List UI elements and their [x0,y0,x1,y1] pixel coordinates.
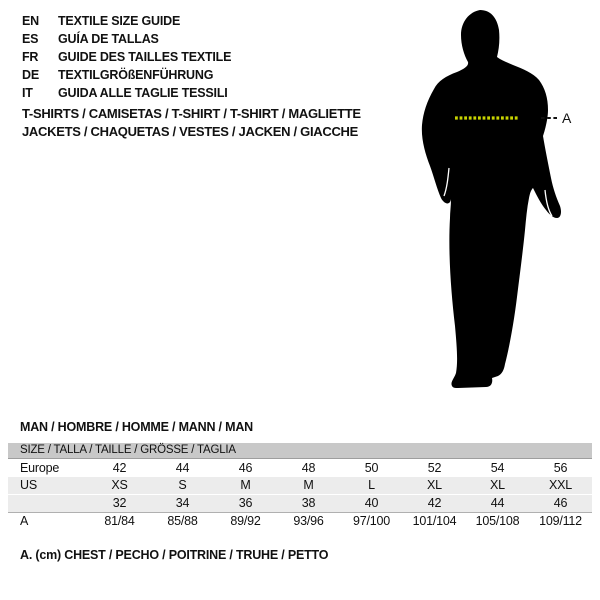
cell: 85/88 [167,514,198,528]
section-title-man: MAN / HOMBRE / HOMME / MANN / MAN [20,420,253,434]
cell: 93/96 [293,514,324,528]
language-name: GUÍA DE TALLAS [58,32,159,46]
cell: 50 [364,461,379,475]
cell: L [368,478,375,492]
cell: 32 [112,496,127,510]
language-row-fr [22,48,231,66]
cell: 105/108 [475,514,520,528]
cell: 40 [364,496,379,510]
product-line-jackets: JACKETS / CHAQUETAS / VESTES / JACKEN / GIACCHE [22,124,358,139]
language-row-it [22,84,231,102]
product-line-tshirts: T-SHIRTS / CAMISETAS / T-SHIRT / T-SHIRT / MAGLIETTE [22,106,361,121]
cell: 52 [427,461,442,475]
cell: 44 [490,496,505,510]
cell: 54 [490,461,505,475]
measurement-footnote: A. (cm) CHEST / PECHO / POITRINE / TRUHE / PETTO [20,548,329,562]
product-categories [22,105,361,141]
cell: XL [427,478,442,492]
language-name: TEXTILGRÖßENFÜHRUNG [58,68,214,82]
row-label: US [20,478,37,492]
cell: 42 [112,461,127,475]
cell: 38 [301,496,316,510]
cell: 101/104 [412,514,457,528]
table-row-us [8,477,592,494]
language-list [22,12,231,102]
language-code: FR [22,50,39,64]
language-code: ES [22,32,39,46]
measure-label-a: A [562,110,572,126]
cell: 46 [238,461,253,475]
cell: S [178,478,187,492]
cell: 81/84 [104,514,135,528]
cell: 44 [175,461,190,475]
row-label [8,495,88,512]
cell: 46 [553,496,568,510]
cell: 89/92 [230,514,261,528]
cell: XXL [548,478,573,492]
size-table-header: SIZE / TALLA / TAILLE / GRÖSSE / TAGLIA [8,443,592,459]
row-label: A [20,514,29,528]
table-row-chest-a [8,512,592,530]
size-table [8,443,592,530]
language-row-de [22,66,231,84]
cell: M [240,478,251,492]
language-code: DE [22,68,39,82]
cell: 56 [553,461,568,475]
cell: 42 [427,496,442,510]
cell: 48 [301,461,316,475]
language-row-es [22,30,231,48]
language-name: GUIDE DES TAILLES TEXTILE [58,50,232,64]
cell: XL [490,478,505,492]
cell: 36 [238,496,253,510]
language-code: IT [22,86,33,100]
language-row-en [22,12,231,30]
man-silhouette-figure [405,0,600,400]
cell: 34 [175,496,190,510]
cell: 97/100 [352,514,391,528]
cell: XS [111,478,128,492]
cell: 109/112 [539,514,582,528]
cell: M [303,478,314,492]
language-name: GUIDA ALLE TAGLIE TESSILI [58,86,228,100]
table-row-alt-sizes [8,494,592,512]
man-silhouette [422,10,561,388]
language-name: TEXTILE SIZE GUIDE [58,14,181,28]
language-code: EN [22,14,39,28]
row-label: Europe [20,461,60,475]
table-row-europe [8,460,592,477]
